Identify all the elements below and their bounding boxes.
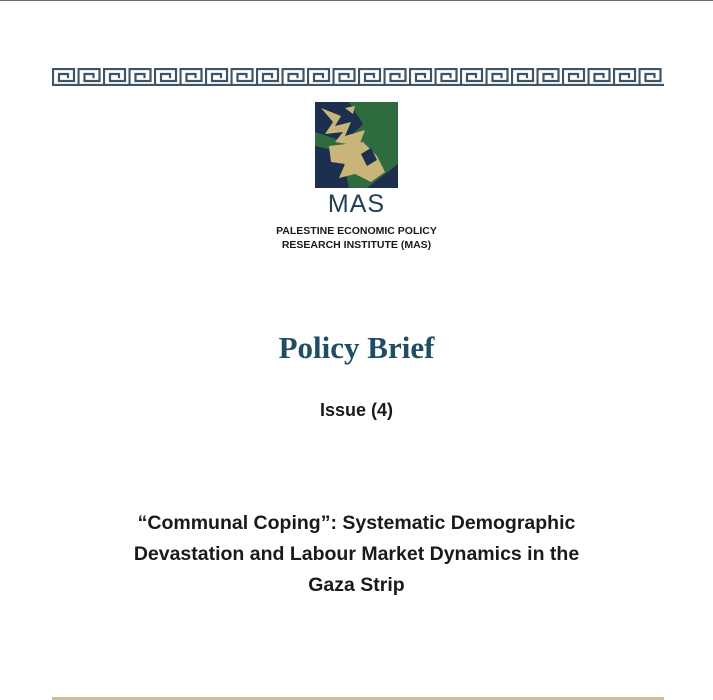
institute-name	[0, 224, 713, 252]
document-title-line-2: Devastation and Labour Market Dynamics in the	[133, 543, 580, 565]
logo-wordmark: MAS	[327, 190, 386, 218]
document-title	[0, 508, 713, 601]
document-type-heading: Policy Brief	[278, 330, 435, 365]
greek-key-border-icon	[52, 68, 664, 86]
document-title-line-1: “Communal Coping”: Systematic Demographic	[137, 512, 576, 534]
document-title-line-3: Gaza Strip	[308, 574, 405, 596]
mas-emblem-icon	[315, 102, 398, 188]
institute-name-line-2: RESEARCH INSTITUTE (MAS)	[281, 239, 432, 251]
institute-name-line-1: PALESTINE ECONOMIC POLICY	[276, 225, 437, 237]
top-border-line	[0, 0, 713, 1]
issue-number: Issue (4)	[319, 400, 394, 420]
